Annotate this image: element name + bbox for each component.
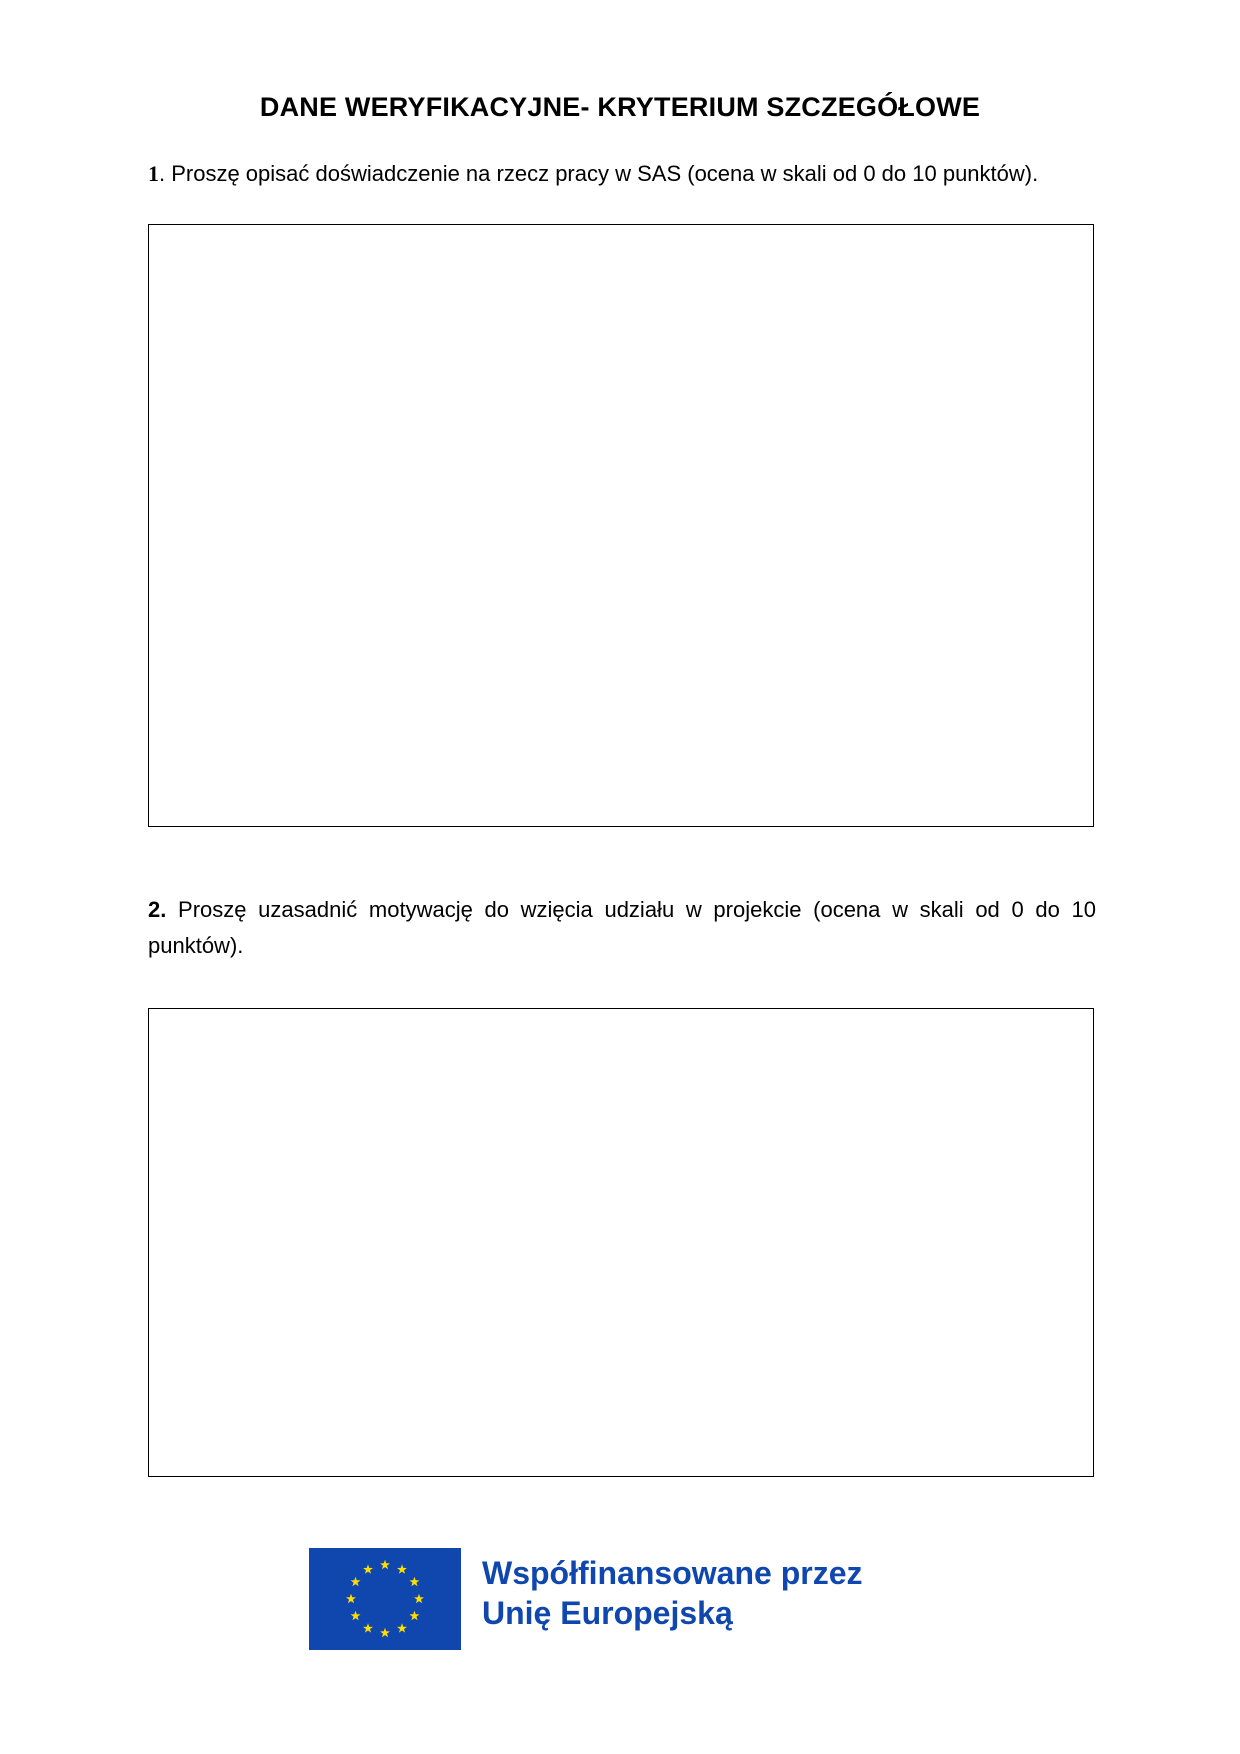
answer-box-1[interactable] bbox=[148, 224, 1094, 827]
eu-line-1: Współfinansowane przez bbox=[482, 1555, 863, 1591]
eu-line-2: Unię Europejską bbox=[482, 1595, 733, 1631]
question-2-number: 2. bbox=[148, 897, 167, 922]
question-1-number: 1 bbox=[148, 161, 159, 186]
question-1-text: . Proszę opisać doświadczenie na rzecz pracy w SAS (ocena w skali od 0 do 10 punktów). bbox=[159, 161, 1039, 186]
question-1 bbox=[148, 156, 1096, 192]
eu-cofinancing-text bbox=[482, 1553, 862, 1633]
answer-box-2[interactable] bbox=[148, 1008, 1094, 1477]
eu-flag-icon bbox=[309, 1548, 461, 1650]
question-2-text: Proszę uzasadnić motywację do wzięcia udziału w projekcie (ocena w skali od 0 do 10 punktów). bbox=[148, 897, 1096, 958]
eu-cofinancing-banner bbox=[309, 1548, 862, 1650]
question-2 bbox=[148, 892, 1096, 964]
page-title: DANE WERYFIKACYJNE- KRYTERIUM SZCZEGÓŁOWE bbox=[259, 92, 981, 122]
